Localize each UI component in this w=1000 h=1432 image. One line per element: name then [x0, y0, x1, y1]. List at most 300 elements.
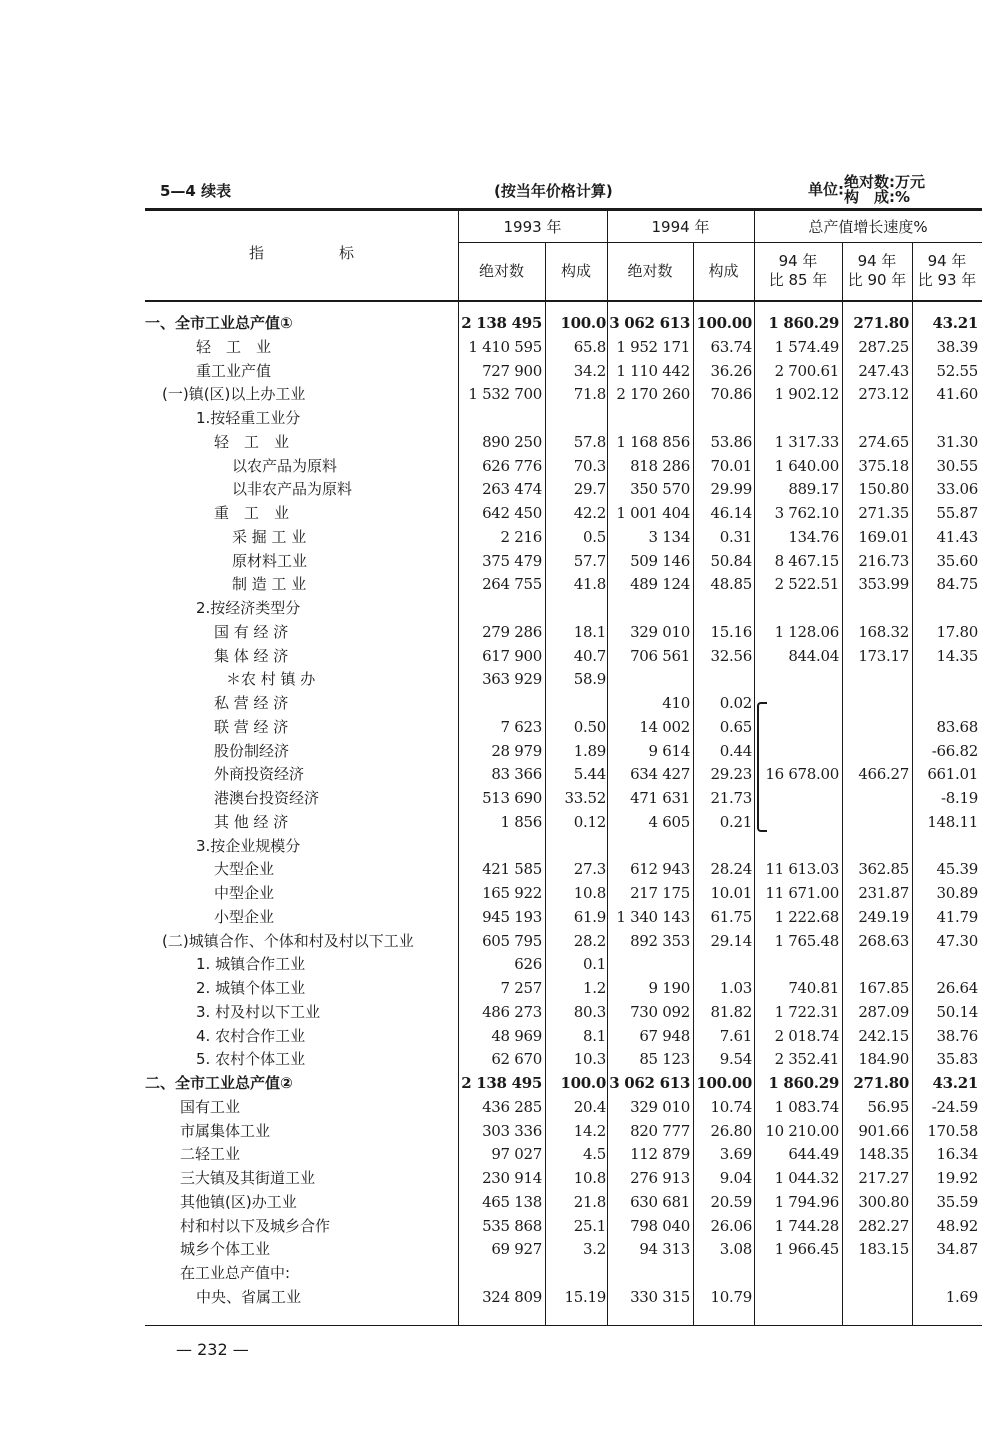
cell-c2: 34.2	[573, 361, 606, 380]
cell-c6: 247.43	[858, 361, 909, 380]
cell-c4: 21.73	[710, 789, 752, 807]
cell-c6: 282.27	[858, 1216, 909, 1235]
cell-c5: 889.17	[788, 480, 839, 499]
cell-c6: 167.85	[858, 979, 909, 997]
cell-c4: 100.00	[696, 314, 752, 332]
cell-c4: 10.01	[710, 884, 752, 902]
cell-c7: 661.01	[927, 765, 978, 784]
cell-c6: 217.27	[858, 1169, 909, 1187]
cell-c3: 706 561	[630, 646, 690, 665]
cell-c5: 2 522.51	[774, 575, 839, 594]
table-row	[0, 1048, 1000, 1071]
row-label: 制 造 工 业	[232, 575, 307, 594]
cell-c6: 216.73	[858, 551, 909, 570]
table-row	[0, 811, 1000, 834]
cell-c1: 7 257	[500, 979, 542, 997]
cell-c4: 48.85	[710, 575, 752, 594]
table-row	[0, 787, 1000, 810]
cell-c6: 173.17	[858, 646, 909, 665]
row-label: 集 体 经 济	[214, 646, 289, 665]
indicator-header: 指 标	[248, 244, 354, 262]
cell-c4: 10.74	[710, 1097, 752, 1116]
cell-c3: 330 315	[630, 1287, 690, 1306]
cell-c3: 892 353	[630, 931, 690, 950]
cell-c3: 85 123	[639, 1050, 690, 1069]
cell-c3: 329 010	[630, 1097, 690, 1116]
cell-c2: 8.1	[583, 1026, 606, 1045]
cell-c7: 41.43	[936, 527, 978, 546]
cell-c5: 1 966.45	[774, 1240, 839, 1259]
cell-c4: 26.80	[710, 1121, 752, 1140]
cell-c4: 46.14	[710, 504, 752, 522]
bottom-rule	[145, 1325, 982, 1326]
cell-c1: 1 856	[500, 812, 542, 831]
cell-c6: 183.15	[858, 1240, 909, 1259]
cell-c7: 47.30	[936, 931, 978, 950]
cell-c1: 436 285	[482, 1097, 542, 1116]
cell-c1: 279 286	[482, 622, 542, 641]
cell-c3: 1 340 143	[616, 907, 690, 926]
cell-c4: 100.00	[696, 1074, 752, 1092]
top-rule	[145, 208, 982, 211]
cell-c7: 83.68	[936, 717, 978, 736]
cell-c1: 69 927	[491, 1240, 542, 1259]
table-code: 5—4 续表	[160, 182, 232, 200]
table-row	[0, 1025, 1000, 1048]
cell-c6: 287.09	[858, 1002, 909, 1021]
cell-c2: 28.2	[573, 931, 606, 950]
cell-c1: 375 479	[482, 551, 542, 570]
cell-c4: 7.61	[719, 1026, 752, 1045]
cell-c7: 17.80	[936, 622, 978, 641]
cell-c4: 81.82	[710, 1002, 752, 1021]
cell-c3: 217 175	[630, 884, 690, 902]
cell-c5: 2 700.61	[774, 361, 839, 380]
cell-c2: 71.8	[573, 385, 606, 404]
cell-c6: 148.35	[858, 1145, 909, 1164]
table-row	[0, 1120, 1000, 1143]
cell-c3: 276 913	[630, 1169, 690, 1187]
cell-c1: 605 795	[482, 931, 542, 950]
cell-c4: 29.99	[710, 480, 752, 499]
cell-c4: 63.74	[710, 337, 752, 356]
cell-c1: 1 410 595	[468, 337, 542, 356]
cell-c3: 329 010	[630, 622, 690, 641]
row-label: 2. 城镇个体工业	[196, 979, 306, 997]
cell-c2: 10.3	[573, 1050, 606, 1069]
cell-c5: 1 044.32	[774, 1169, 839, 1187]
cell-c5: 1 902.12	[774, 385, 839, 404]
cell-c2: 10.8	[573, 884, 606, 902]
cell-c1: 2 138 495	[461, 1074, 542, 1092]
cell-c4: 3.08	[719, 1240, 752, 1259]
cell-c1: 28 979	[491, 741, 542, 760]
cell-c1: 626	[514, 955, 542, 974]
table-row	[0, 882, 1000, 905]
cell-c7: 1.69	[945, 1287, 978, 1306]
cell-c6: 268.63	[858, 931, 909, 950]
row-label: 市属集体工业	[180, 1121, 271, 1140]
table-row	[0, 407, 1000, 430]
row-label: 以非农产品为原料	[232, 480, 353, 499]
cell-c6: 287.25	[858, 337, 909, 356]
row-label: 重 工 业	[214, 504, 290, 522]
cell-c2: 65.8	[573, 337, 606, 356]
cell-c3: 3 134	[648, 527, 690, 546]
cell-c7: 38.39	[936, 337, 978, 356]
row-label: 重工业产值	[196, 361, 272, 380]
table-row	[0, 1096, 1000, 1119]
table-row	[0, 858, 1000, 881]
cell-c6: 466.27	[858, 765, 909, 784]
cell-c2: 27.3	[573, 860, 606, 879]
cell-c5: 1 765.48	[774, 931, 839, 950]
cell-c1: 727 900	[482, 361, 542, 380]
cell-c2: 3.2	[583, 1240, 606, 1259]
cell-c7: 16.34	[936, 1145, 978, 1164]
cell-c2: 1.89	[573, 741, 606, 760]
cell-c5: 1 574.49	[774, 337, 839, 356]
cell-c1: 83 366	[491, 765, 542, 784]
cell-c5: 644.49	[788, 1145, 839, 1164]
cell-c6: 273.12	[858, 385, 909, 404]
row-label: (二)城镇合作、个体和村及村以下工业	[162, 931, 414, 950]
cell-c7: 30.89	[936, 884, 978, 902]
abs-1994-header: 绝对数	[627, 262, 673, 280]
row-label: 其 他 经 济	[214, 812, 289, 831]
cell-c5: 1 744.28	[774, 1216, 839, 1235]
cell-c5: 134.76	[788, 527, 839, 546]
subheader-line	[458, 242, 982, 243]
cell-c7: -24.59	[931, 1097, 978, 1116]
cell-c2: 80.3	[573, 1002, 606, 1021]
unit-prefix: 单位:	[808, 180, 844, 199]
cell-c2: 5.44	[573, 765, 606, 784]
cell-c3: 1 168 856	[616, 432, 690, 451]
cell-c2: 4.5	[583, 1145, 606, 1164]
table-row	[0, 336, 1000, 359]
cell-c2: 70.3	[573, 456, 606, 475]
cell-c3: 1 110 442	[616, 361, 690, 380]
cell-c1: 535 868	[482, 1216, 542, 1235]
cell-c1: 303 336	[482, 1121, 542, 1140]
row-label: 在工业总产值中:	[180, 1264, 291, 1282]
cell-c5: 1 317.33	[774, 432, 839, 451]
cell-c7: 52.55	[936, 361, 978, 380]
cell-c1: 230 914	[482, 1169, 542, 1187]
cell-c1: 48 969	[491, 1026, 542, 1045]
year-1993-header: 1993 年	[503, 218, 562, 236]
cell-c3: 471 631	[630, 789, 690, 807]
table-row	[0, 1167, 1000, 1190]
cell-c2: 40.7	[573, 646, 606, 665]
cell-c7: 35.59	[936, 1192, 978, 1211]
table-row	[0, 1001, 1000, 1024]
cell-c6: 375.18	[858, 456, 909, 475]
row-label: 股份制经济	[214, 741, 290, 760]
cell-c2: 14.2	[573, 1121, 606, 1140]
cell-c6: 901.66	[858, 1121, 909, 1140]
cell-c5: 1 083.74	[774, 1097, 839, 1116]
cell-c6: 56.95	[867, 1097, 909, 1116]
cell-c1: 165 922	[482, 884, 542, 902]
cell-c6: 169.01	[858, 527, 909, 546]
cell-c3: 730 092	[630, 1002, 690, 1021]
cell-c2: 18.1	[573, 622, 606, 641]
table-row	[0, 763, 1000, 786]
table-row	[0, 740, 1000, 763]
table-row	[0, 906, 1000, 929]
cell-c4: 9.54	[719, 1050, 752, 1069]
row-label: 大型企业	[214, 860, 275, 879]
row-label: 2.按经济类型分	[196, 599, 301, 617]
row-label: 3. 村及村以下工业	[196, 1002, 321, 1021]
table-row	[0, 383, 1000, 406]
cell-c5: 1 640.00	[774, 456, 839, 475]
table-row	[0, 1286, 1000, 1309]
cell-c1: 421 585	[482, 860, 542, 879]
cell-c3: 4 605	[648, 812, 690, 831]
cell-c7: 170.58	[927, 1121, 978, 1140]
cell-c6: 271.80	[853, 1074, 909, 1092]
cell-c2: 41.8	[573, 575, 606, 594]
cell-c3: 630 681	[630, 1192, 690, 1211]
cell-c2: 61.9	[573, 907, 606, 926]
cell-c1: 465 138	[482, 1192, 542, 1211]
row-label: (一)镇(区)以上办工业	[162, 385, 306, 404]
table-row	[0, 953, 1000, 976]
row-label: 5. 农村个体工业	[196, 1050, 306, 1069]
cell-c1: 626 776	[482, 456, 542, 475]
cell-c1: 1 532 700	[468, 385, 542, 404]
cell-c7: 43.21	[932, 314, 978, 332]
cell-c7: 35.60	[936, 551, 978, 570]
cell-c2: 1.2	[583, 979, 606, 997]
cell-c4: 0.65	[719, 717, 752, 736]
table-row	[0, 716, 1000, 739]
cell-c1: 945 193	[482, 907, 542, 926]
cell-c1: 642 450	[482, 504, 542, 522]
cell-c3: 489 124	[630, 575, 690, 594]
cell-c4: 15.16	[710, 622, 752, 641]
cell-c3: 3 062 613	[609, 314, 690, 332]
cell-c4: 70.86	[710, 385, 752, 404]
row-label: ＊农 村 镇 办	[226, 670, 316, 689]
cell-c3: 9 614	[648, 741, 690, 760]
cell-c3: 798 040	[630, 1216, 690, 1235]
row-label: 1. 城镇合作工业	[196, 955, 306, 974]
table-row	[0, 1143, 1000, 1166]
table-row	[0, 312, 1000, 335]
growth-vs-93-header: 94 年 比 93 年	[917, 252, 977, 289]
cell-c4: 10.79	[710, 1287, 752, 1306]
cell-c2: 25.1	[573, 1216, 606, 1235]
cell-c1: 486 273	[482, 1002, 542, 1021]
cell-c6: 242.15	[858, 1026, 909, 1045]
cell-c3: 509 146	[630, 551, 690, 570]
cell-c3: 14 002	[639, 717, 690, 736]
cell-c5: 844.04	[788, 646, 839, 665]
table-row	[0, 692, 1000, 715]
cell-c5: 8 467.15	[774, 551, 839, 570]
table-row	[0, 455, 1000, 478]
cell-c3: 1 001 404	[616, 504, 690, 522]
cell-c7: 34.87	[936, 1240, 978, 1259]
comp-1994-header: 构成	[708, 262, 739, 280]
row-label: 采 掘 工 业	[232, 527, 307, 546]
cell-c4: 0.21	[719, 812, 752, 831]
cell-c6: 249.19	[858, 907, 909, 926]
cell-c5: 1 860.29	[768, 314, 839, 332]
cell-c1: 2 138 495	[461, 314, 542, 332]
cell-c5: 1 222.68	[774, 907, 839, 926]
cell-c7: 14.35	[936, 646, 978, 665]
table-row	[0, 977, 1000, 1000]
cell-c4: 61.75	[710, 907, 752, 926]
cell-c2: 42.2	[573, 504, 606, 522]
table-row	[0, 930, 1000, 953]
cell-c2: 29.7	[573, 480, 606, 499]
table-row	[0, 1238, 1000, 1261]
cell-c1: 617 900	[482, 646, 542, 665]
comp-1993-header: 构成	[560, 262, 591, 280]
table-row	[0, 478, 1000, 501]
cell-c7: 38.76	[936, 1026, 978, 1045]
cell-c6: 150.80	[858, 480, 909, 499]
cell-c4: 20.59	[710, 1192, 752, 1211]
cell-c2: 0.1	[583, 955, 606, 974]
row-label: 三大镇及其街道工业	[180, 1169, 316, 1187]
cell-c1: 513 690	[482, 789, 542, 807]
row-label: 国 有 经 济	[214, 622, 289, 641]
abs-1993-header: 绝对数	[478, 262, 524, 280]
table-row	[0, 645, 1000, 668]
cell-c7: 41.79	[936, 907, 978, 926]
cell-c3: 1 952 171	[616, 337, 690, 356]
row-label: 港澳台投资经济	[214, 789, 320, 807]
cell-c7: 48.92	[936, 1216, 978, 1235]
cell-c5: 3 762.10	[774, 504, 839, 522]
table-row	[0, 1072, 1000, 1095]
cell-c7: 43.21	[932, 1074, 978, 1092]
cell-c5: 1 860.29	[768, 1074, 839, 1092]
cell-c5: 10 210.00	[765, 1121, 839, 1140]
row-label: 原材料工业	[232, 551, 308, 570]
cell-c3: 3 062 613	[609, 1074, 690, 1092]
table-row	[0, 550, 1000, 573]
cell-c2: 0.50	[573, 717, 606, 736]
cell-c3: 612 943	[630, 860, 690, 879]
cell-c4: 36.26	[710, 361, 752, 380]
row-label: 国有工业	[180, 1097, 241, 1116]
cell-c2: 21.8	[573, 1192, 606, 1211]
cell-c7: 33.06	[936, 480, 978, 499]
row-label: 外商投资经济	[214, 765, 305, 784]
table-row	[0, 1262, 1000, 1285]
cell-c7: 19.92	[936, 1169, 978, 1187]
cell-c4: 70.01	[710, 456, 752, 475]
cell-c5: 1 722.31	[774, 1002, 839, 1021]
cell-c3: 820 777	[630, 1121, 690, 1140]
cell-c1: 264 755	[482, 575, 542, 594]
cell-c1: 7 623	[500, 717, 542, 736]
cell-c1: 263 474	[482, 480, 542, 499]
cell-c4: 26.06	[710, 1216, 752, 1235]
cell-c3: 112 879	[630, 1145, 690, 1164]
group-brace	[757, 702, 767, 832]
cell-c5: 11 671.00	[765, 884, 839, 902]
cell-c1: 2 216	[500, 527, 542, 546]
cell-c7: -8.19	[941, 789, 978, 807]
cell-c5: 2 352.41	[774, 1050, 839, 1069]
cell-c6: 168.32	[858, 622, 909, 641]
row-label: 城乡个体工业	[180, 1240, 271, 1259]
cell-c7: 31.30	[936, 432, 978, 451]
cell-c3: 2 170 260	[616, 385, 690, 404]
header-bottom-rule	[145, 300, 982, 302]
table-row	[0, 1215, 1000, 1238]
table-row	[0, 526, 1000, 549]
cell-c3: 94 313	[639, 1240, 690, 1259]
cell-c1: 324 809	[482, 1287, 542, 1306]
cell-c6: 184.90	[858, 1050, 909, 1069]
cell-c6: 300.80	[858, 1192, 909, 1211]
year-1994-header: 1994 年	[651, 218, 710, 236]
cell-c3: 67 948	[639, 1026, 690, 1045]
cell-c5: 1 794.96	[774, 1192, 839, 1211]
growth-header: 总产值增长速度%	[808, 218, 928, 236]
cell-c7: 45.39	[936, 860, 978, 879]
cell-c4: 0.02	[719, 694, 752, 712]
cell-c1: 62 670	[491, 1050, 542, 1069]
cell-c4: 32.56	[710, 646, 752, 665]
cell-c4: 50.84	[710, 551, 752, 570]
cell-c3: 410	[662, 694, 690, 712]
cell-c3: 818 286	[630, 456, 690, 475]
row-label: 二、全市工业总产值②	[145, 1074, 293, 1092]
cell-c7: 35.83	[936, 1050, 978, 1069]
table-row	[0, 431, 1000, 454]
row-label: 小型企业	[214, 907, 275, 926]
cell-c6: 271.80	[853, 314, 909, 332]
cell-c2: 15.19	[564, 1287, 606, 1306]
cell-c4: 0.44	[719, 741, 752, 760]
cell-c2: 20.4	[573, 1097, 606, 1116]
cell-c4: 1.03	[719, 979, 752, 997]
row-label: 村和村以下及城乡合作	[180, 1216, 331, 1235]
cell-c7: 41.60	[936, 385, 978, 404]
cell-c1: 890 250	[482, 432, 542, 451]
cell-c7: 30.55	[936, 456, 978, 475]
page-number: — 232 —	[176, 1340, 249, 1359]
row-label: 以农产品为原料	[232, 456, 338, 475]
cell-c6: 231.87	[858, 884, 909, 902]
cell-c2: 100.0	[560, 314, 606, 332]
cell-c2: 0.5	[583, 527, 606, 546]
table-row	[0, 668, 1000, 691]
cell-c6: 274.65	[858, 432, 909, 451]
cell-c5: 1 128.06	[774, 622, 839, 641]
row-label: 中央、省属工业	[196, 1287, 302, 1306]
cell-c1: 97 027	[491, 1145, 542, 1164]
cell-c7: 50.14	[936, 1002, 978, 1021]
row-label: 一、全市工业总产值①	[145, 314, 293, 332]
cell-c6: 271.35	[858, 504, 909, 522]
cell-c5: 2 018.74	[774, 1026, 839, 1045]
cell-c6: 353.99	[858, 575, 909, 594]
row-label: 二轻工业	[180, 1145, 241, 1164]
unit-line-1: 绝对数:万元	[844, 173, 925, 191]
